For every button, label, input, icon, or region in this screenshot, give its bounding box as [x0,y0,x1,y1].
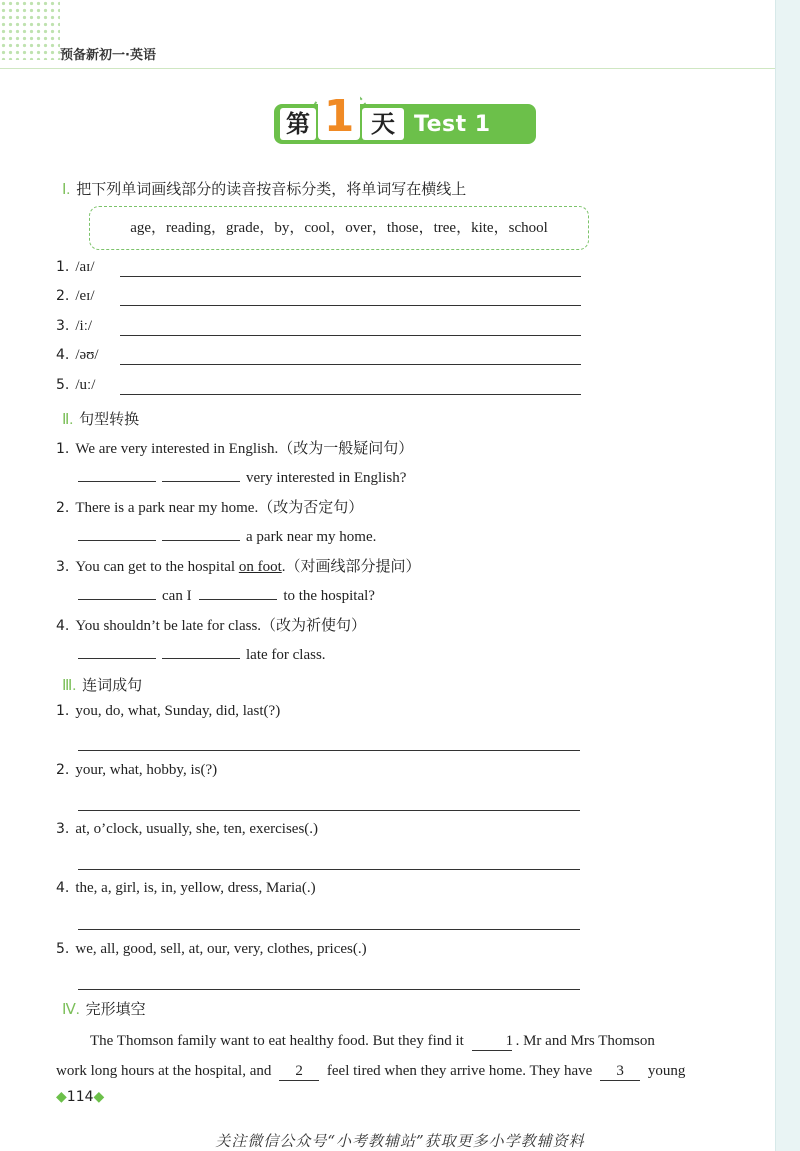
word: grade [226,220,260,236]
section3-number: Ⅲ. [62,678,77,694]
phonetic-item: 2. /eɪ/ [56,288,95,304]
word: age [130,220,152,236]
section2-number: Ⅱ. [62,412,74,428]
banner-tian: 天 [362,108,404,140]
phonetic-item: 5. /uː/ [56,377,96,393]
phonetic-item: 3. /iː/ [56,318,93,334]
answer-line[interactable] [120,364,581,365]
word: cool [304,220,331,236]
word: tree [433,220,457,236]
question: 2. There is a park near my home.（改为否定句） [56,500,364,516]
banner-di: 第 [280,108,316,140]
footer-note: 关注微信公众号“小考教辅站”获取更多小学教辅资料 [215,1132,585,1150]
answer-line[interactable] [120,276,581,277]
corner-dot-pattern [0,0,60,60]
page-number: ◆114◆ [56,1089,105,1105]
day-banner [274,91,536,144]
question: 3. at, o’clock, usually, she, ten, exercises(.) [56,821,319,837]
answer-line[interactable] [78,810,580,811]
word: over [345,220,372,236]
section2-title: Ⅱ. 句型转换 [62,410,140,428]
section1-title [62,178,466,199]
answer-line: a park near my home. [78,526,376,546]
section1-title-text: 把下列单词画线部分的读音按音标分类，将单词写在横线上 [76,180,467,198]
question: 1. We are very interested in English.（改为一般疑问句） [56,441,414,457]
cloze-blank-3[interactable]: 3 [600,1062,640,1081]
word-box: age，reading，grade，by，cool，over，those，tree，kite，school [89,206,589,250]
section4-title: Ⅳ. 完形填空 [62,1000,146,1018]
answer-line[interactable] [120,305,581,306]
answer-line[interactable] [78,869,580,870]
question: 5. we, all, good, sell, at, our, very, clothes, prices(.) [56,941,367,957]
answer-line: late for class. [78,644,326,664]
cloze-passage [56,1026,746,1086]
phonetic-item: 4. /əʊ/ [56,347,99,363]
word: those [386,220,419,236]
answer-line[interactable] [120,335,581,336]
cloze-blank-2[interactable]: 2 [279,1062,319,1081]
word: by [274,220,290,236]
answer-line[interactable] [78,989,580,990]
question: 2. your, what, hobby, is(?) [56,762,218,778]
question: 4. the, a, girl, is, in, yellow, dress, Maria(.) [56,880,316,896]
phonetic-item: 1. /aɪ/ [56,259,95,275]
question: 3. You can get to the hospital on foot.（对画线部分提问） [56,559,421,575]
section1-number: Ⅰ. [62,182,71,198]
answer-line[interactable] [78,929,580,930]
book-title: 预备新初一·英语 [60,48,156,63]
question: 4. You shouldn’t be late for class.（改为祈使句） [56,618,367,634]
cloze-line-2: work long hours at the hospital, and 2 feel tired when they arrive home. They have 3 young [56,1063,686,1079]
banner-test-label: Test 1 [414,112,491,137]
answer-line[interactable] [120,394,581,395]
banner-day-number: 1 [318,90,360,140]
question: 1. you, do, what, Sunday, did, last(?) [56,703,281,719]
word: kite [471,220,494,236]
answer-line: very interested in English? [78,467,406,487]
cloze-blank-1[interactable]: 1 [472,1032,512,1051]
word: reading [166,220,212,236]
answer-line: can I to the hospital? [78,585,375,605]
section3-title: Ⅲ. 连词成句 [62,676,143,694]
answer-line[interactable] [78,750,580,751]
header-divider [0,68,775,69]
cloze-line-1: The Thomson family want to eat healthy food. But they find it 1 . Mr and Mrs Thomson [90,1033,655,1049]
word: school [508,220,548,236]
page-edge [775,0,800,1151]
section4-number: Ⅳ. [62,1002,80,1018]
